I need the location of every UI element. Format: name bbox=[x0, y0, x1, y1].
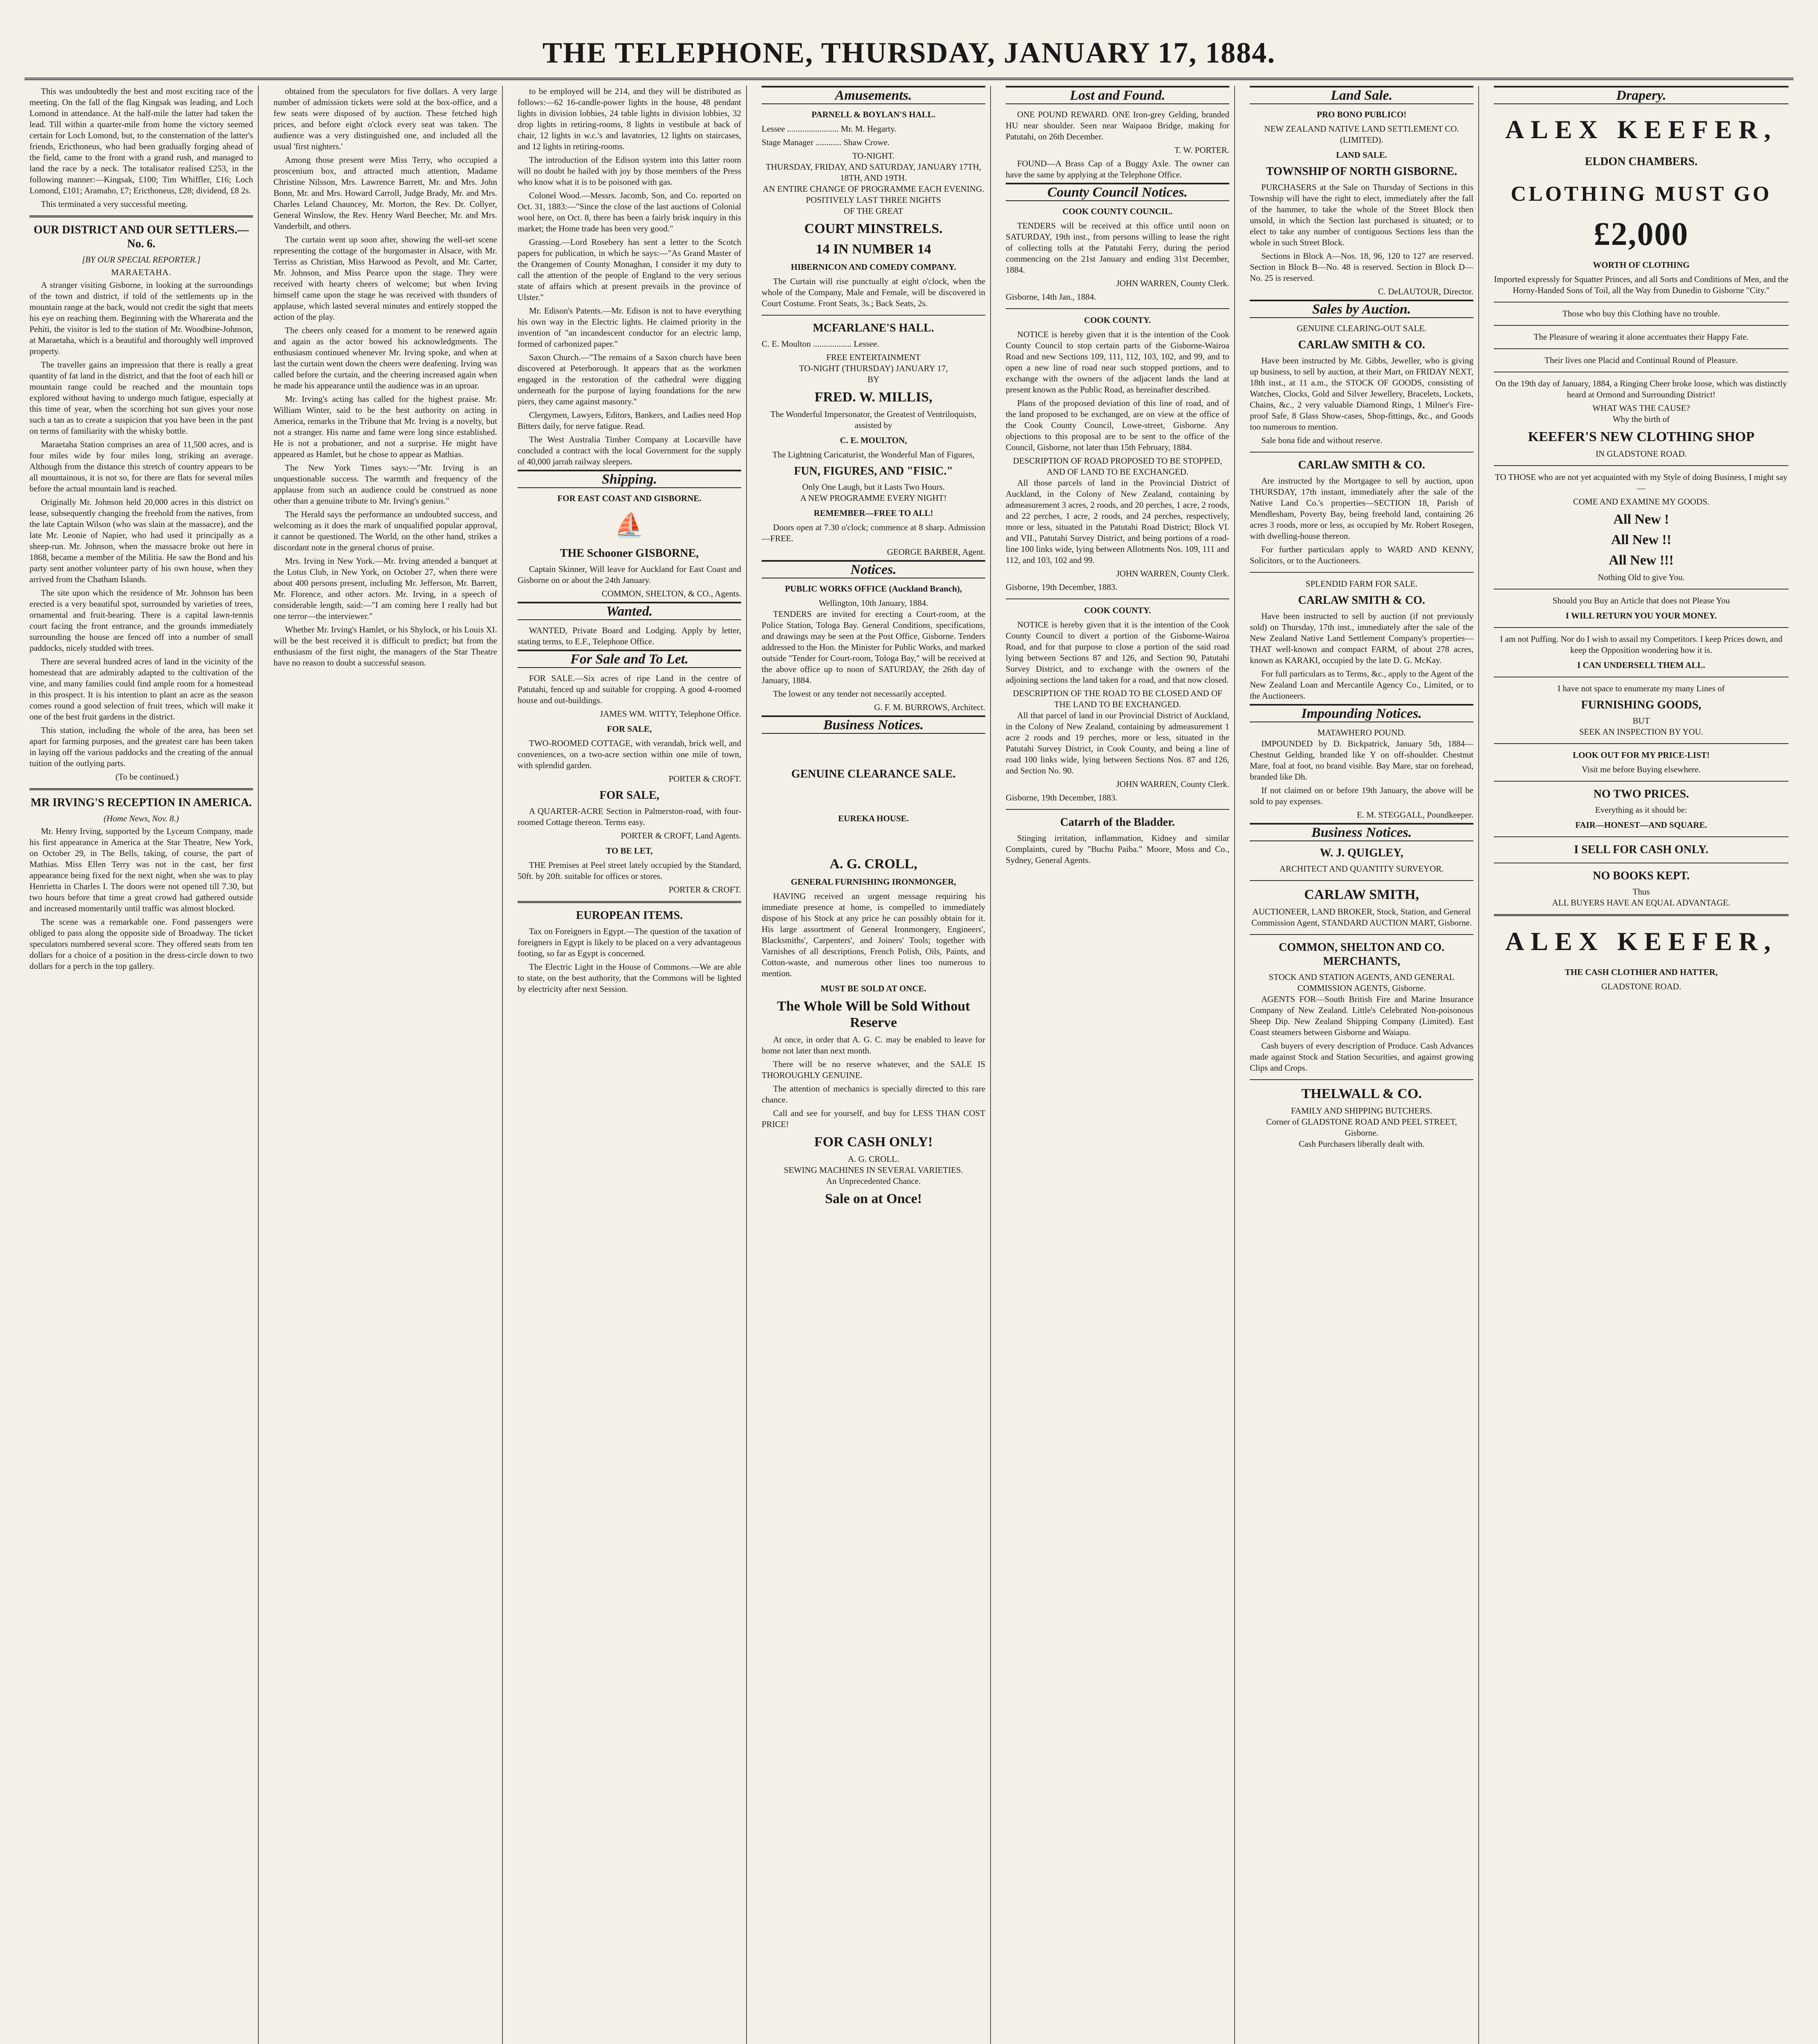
column-5 bbox=[1001, 86, 1235, 2044]
article-paragraph: The Herald says the performance an undoubted success, and welcoming as it does the mark of unqualified popular approval, it cannot be questioned. The World, on the other hand, strikes a discordant note in the general chorus of praise. bbox=[273, 509, 498, 552]
section-header-impounding: Impounding Notices. bbox=[1250, 704, 1473, 722]
return-money: I WILL RETURN YOU YOUR MONEY. bbox=[1565, 611, 1717, 621]
article-paragraph: This station, including the whole of the area, has been set apart for farming purposes, and the greatest care has been taken in laying off the various paddocks and the creating of the annual tuition of the outlying parts. bbox=[29, 725, 253, 768]
whole-text: At once, in order that A. G. C. may be enabled to leave for home not later than next month. bbox=[762, 1035, 986, 1056]
article-paragraph: obtained from the speculators for five dollars. A very large number of admission tickets were sold at the box-office, and a few seats were disposed of by auction. These fetched high prices, and before eight o'clock every seat was taken. The audience was a very distinguished one, and included all the usual 'first nighters.' bbox=[273, 86, 498, 151]
croll-trade: GENERAL FURNISHING IRONMONGER, bbox=[791, 877, 956, 887]
cook-council-head: COOK COUNTY COUNCIL. bbox=[1062, 206, 1173, 216]
catarrh-head: Catarrh of the Bladder. bbox=[1060, 816, 1175, 829]
keefer-name: ALEX KEEFER, bbox=[1505, 927, 1778, 956]
land-text: PURCHASERS at the Sale on Thursday of Sections in this Township will have the right to elect, immediately after the fall of the hammer, to take the whole of the Street Block then unsold, in which the Section last purchased is situated; or to elect to take any number of contiguous Sections less than the whole in such Street Block. bbox=[1250, 182, 1474, 247]
article-paragraph: The introduction of the Edison system into this latter room will no doubt be hailed with joy by those members of the Press who know what it is to be poisoned with gas. bbox=[518, 155, 742, 187]
article-headline: MR IRVING'S RECEPTION IN AMERICA. bbox=[30, 796, 252, 809]
article-paragraph: There are several hundred acres of land in the vicinity of the homestead that are admirably adapted to the cultivation of the vine, and many families could find ample room for a homestead in this prospect. It is his intention to plant an acre as the season comes round a good selection of fruit trees, which will make it one of the best fruit gardens in the district. bbox=[29, 657, 253, 722]
article-paragraph: to be employed will be 214, and they will be distributed as follows:—62 16-candle-power lights in the house, 48 pendant lights in division lobbies, 24 table lights in division lobbies, 32 drop lights in retiring-rooms, 8 lights in vestibule at back of chair, 12 lights in w.c.'s and lavatories, 12 lights on staircases, and 12 lights in retiring-rooms. bbox=[518, 86, 742, 151]
hall-lessee: Lessee ........................ Mr. M. Hegarty. bbox=[762, 124, 897, 134]
drapery-text: I have not space to enumerate my many Lines of bbox=[1558, 684, 1725, 693]
lost-sig: T. W. PORTER. bbox=[1174, 145, 1230, 155]
article-paragraph: The cheers only ceased for a moment to be renewed again and again as the actor bowed his acknowledgments. The enthusiasm continued whenever Mr. Irving spoke, and when at last the curtain went down the cheers were deafening. Irving was called before the curtain, and the cheering increased again when he made his appearance until the audience was in an uproar. bbox=[273, 325, 498, 390]
section-header-auction: Sales by Auction. bbox=[1250, 300, 1473, 318]
drapery-text: IN GLADSTONE ROAD. bbox=[1596, 449, 1687, 459]
hall-change: AN ENTIRE CHANGE OF PROGRAMME EACH EVENING. bbox=[762, 184, 984, 194]
tolet-agent: PORTER & CROFT. bbox=[668, 885, 742, 894]
auction-text: Are instructed by the Mortgagee to sell by auction, upon THURSDAY, 17th instant, immediately after the sale of the Native Land Co.'s properties—SECTION 18, Parish of Mendlesham, Poverty Bay, being freehold land, containing 26 acres 3 roods, more or less, as occupied by Mr. Robert Rosegen, with dwelling-house thereon. bbox=[1250, 476, 1474, 541]
columns bbox=[25, 86, 1793, 2044]
agents-text: Cash buyers of every description of Produce. Cash Advances made against Stock and Station Securities, and against growing Clips and Crops. bbox=[1250, 1041, 1474, 1073]
free-doors: Doors open at 7.30 o'clock; commence at 8 sharp. Admission—FREE. bbox=[762, 522, 986, 543]
article-byline: [BY OUR SPECIAL REPORTER.] bbox=[82, 255, 201, 264]
forsale-ad: A QUARTER-ACRE Section in Palmerston-road, with four-roomed Cottage thereon. Terms easy. bbox=[518, 806, 742, 827]
eldon-chambers: ELDON CHAMBERS. bbox=[1585, 155, 1698, 168]
hall-numbers: 14 IN NUMBER 14 bbox=[816, 242, 931, 257]
clothing-must-go: CLOTHING MUST GO bbox=[1511, 182, 1772, 206]
hatter: THE CASH CLOTHIER AND HATTER, bbox=[1565, 967, 1718, 977]
article-paragraph: Mr. Edison's Patents.—Mr. Edison is not to have everything his own way in the Electric lights. He claimed priority in the invention of "an incandescent conductor for an electric lamp, formed of carbonized paper." bbox=[518, 306, 742, 349]
description-text: All that parcel of land in our Provincial District of Auckland, in the Colony of New Zealand, containing by admeasurement 1 acre 2 roods and 19 perches, more or less, situated in the Patutahi Survey District, in Cook County, and being a line of road 100 links wide, lying between Sections Nos. 87 and 126, and Section No. 90. bbox=[1006, 710, 1230, 775]
divider bbox=[29, 215, 253, 217]
thelwall-name: THELWALL & CO. bbox=[1301, 1086, 1422, 1101]
land-text: Sections in Block A—Nos. 18, 96, 120 to 127 are reserved. Section in Block B—No. 48 is reserved. Section in Block D—No. 25 is reserved. bbox=[1250, 251, 1474, 283]
notice-sig: JOHN WARREN, County Clerk. bbox=[1116, 569, 1230, 578]
pw-sig: G. F. M. BURROWS, Architect. bbox=[874, 702, 986, 712]
pw-head: PUBLIC WORKS OFFICE (Auckland Branch), bbox=[785, 584, 962, 594]
article-paragraph: The traveller gains an impression that there is really a great quantity of fat land in the district, and that the foot of each hill or mountain range could be reached and the mountain tops explored without having to undergo much fatigue, especially at this time of year, when the scorching hot sun gives your nose such a tan as to create a suspicion that you have been in the past on terms of familiarity with the whisky bottle. bbox=[29, 360, 253, 436]
hall-name: PARNELL & BOYLAN'S HALL. bbox=[811, 110, 936, 119]
description-head: DESCRIPTION OF ROAD PROPOSED TO BE STOPPED, AND OF LAND TO BE EXCHANGED. bbox=[1013, 456, 1222, 477]
cottage-ad: TWO-ROOMED COTTAGE, with verandah, brick well, and conveniences, on a two-acre section within one mile of town, with splendid garden. bbox=[518, 738, 742, 770]
drapery-text: BUT bbox=[1632, 716, 1650, 726]
new-shop: KEEFER'S NEW CLOTHING SHOP bbox=[1528, 429, 1755, 444]
keefer-name: ALEX KEEFER, bbox=[1505, 115, 1778, 144]
drapery-text: Why the birth of bbox=[1612, 414, 1670, 424]
pw-text: TENDERS are invited for erecting a Court-room, at the Police Station, Tologa Bay. General Conditions, specifications, and drawings may be seen at the Post Office, Gisborne. Tenders addressed to the Hon. the Minister for Public Works, and marked outside "Tender for Court-room, Tologa Bay," will be received at the above office up to noon of SATURDAY, the 26th day of January, 1884. bbox=[762, 609, 986, 685]
auction-text: Have been instructed by Mr. Gibbs, Jeweller, who is giving up business, to sell by auction, at their Mart, on FRIDAY NEXT, 18th inst., at 11 a.m., the STOCK OF GOODS, consisting of Watches, Clocks, Gold and Silver Jewellery, Bracelets, Lockets, Chains, &c., 2 very valuable Diamond Rings, 1 Milner's Fire-proof Safe, 8 Glass Show-cases, Shop-fittings, &c., and Goods too numerous to mention. bbox=[1250, 356, 1474, 432]
free-desc: The Wonderful Impersonator, the Greatest of Ventriloquists, assisted by bbox=[770, 409, 977, 430]
drapery-text: I am not Puffing. Nor do I wish to assail my Competitors. I keep Prices down, and keep the Opposition wondering how it is. bbox=[1500, 634, 1782, 655]
article-paragraph: A stranger visiting Gisborne, in looking at the surroundings of the town and district, if told of the settlements up in the mountain range at the back, would not credit the sight that meets his eye on reaching them. Beginning with the Wharerata and the Pehiti, the visitor is led to the station of Mr. Woodbine-Johnson, at Maraetaha, which is a beautiful and thoroughly well improved property. bbox=[29, 280, 253, 356]
free-by: BY bbox=[867, 374, 880, 384]
hall-of: OF THE GREAT bbox=[843, 206, 903, 216]
croll-name: A. G. CROLL, bbox=[829, 856, 917, 872]
hall-last: POSITIVELY LAST THREE NIGHTS bbox=[806, 195, 941, 205]
divider bbox=[1250, 452, 1473, 453]
land-sale: LAND SALE. bbox=[1336, 150, 1387, 160]
masthead bbox=[25, 29, 1793, 80]
notice-date: Gisborne, 19th December, 1883. bbox=[1006, 582, 1118, 592]
farlane-lessee: C. E. Moulton .................. Lessee. bbox=[762, 339, 879, 349]
call-text: Call and see for yourself, and buy for LESS THAN COST PRICE! bbox=[762, 1108, 986, 1129]
race-report-paragraph: This terminated a very successful meeting. bbox=[41, 199, 188, 209]
article-paragraph: Grassing.—Lord Rosebery has sent a letter to the Scotch papers for publication, in which he says:—"As Grand Master of the Orangemen of County Monaghan, I consider it my duty to call the attention of the people of England to the very serious state of affairs which at present prevails in the province of Ulster." bbox=[518, 237, 742, 302]
description-head: DESCRIPTION OF THE ROAD TO BE CLOSED AND OF THE LAND TO BE EXCHANGED. bbox=[1013, 688, 1222, 709]
drapery-text: On the 19th day of January, 1884, a Ringing Cheer broke loose, which was distinctly heard at Ormond and Surrounding District! bbox=[1495, 379, 1787, 399]
divider bbox=[1006, 308, 1229, 309]
divider bbox=[1250, 572, 1473, 573]
article-paragraph: Mrs. Irving in New York.—Mr. Irving attended a banquet at the Lotus Club, in New York, on October 27, when there were about 400 persons present, including Mr. Jefferson, Mr. Barrett, Mr. Florence, and other actors. Mr. Irving, in a speech of considerable length, said:—"I am coming here I really had but one terror—the interviewer." bbox=[273, 556, 498, 621]
article-paragraph: Clergymen, Lawyers, Editors, Bankers, and Ladies need Hop Bitters daily, for nerve fatigue. Read. bbox=[518, 410, 742, 431]
farm-head: SPLENDID FARM FOR SALE. bbox=[1305, 579, 1418, 589]
pw-date: Wellington, 10th January, 1884. bbox=[818, 598, 928, 608]
hall-comedy: HIBERNICON AND COMEDY COMPANY. bbox=[791, 262, 956, 272]
section-header-amusements: Amusements. bbox=[762, 86, 985, 104]
notice-text: NOTICE is hereby given that it is the intention of the Cook County Council to stop certain parts of the Gisborne-Wairoa Road and new Sections 109, 111, 112, 103, 102, and 99, and to open a new line of road near such stopped portions, and to exchange with the owners of the adjacent lands the land at present known as the Public Road, as hereinafter described. bbox=[1006, 329, 1230, 394]
pound-text: If not claimed on or before 19th January, the above will be sold to pay expenses. bbox=[1250, 785, 1474, 806]
divider bbox=[29, 788, 253, 790]
article-place: MARAETAHA. bbox=[111, 267, 172, 277]
free-show: FUN, FIGURES, AND "FISIC." bbox=[794, 465, 953, 477]
column-4 bbox=[757, 86, 991, 2044]
article-paragraph: Among those present were Miss Terry, who occupied a proscenium box, and attracted much attention, Madame Christine Nilsson, Mrs. Lawrence Barrett, Mr. and Mrs. John Bonn, Mr. and Mrs. Howard Carroll, Judge Brady, Mr. and Mrs. Charles Leland Chauncey, Mr. Morton, the Rev. Dr. Collyer, General Winslow, the Rev. Henry Ward Beecher, Mr. and Mrs. Vanderbilt, and others. bbox=[273, 155, 498, 231]
drapery-text: Those who buy this Clothing have no trouble. bbox=[1562, 309, 1720, 318]
tenders-date: Gisborne, 14th Jan., 1884. bbox=[1006, 292, 1096, 302]
section-header-notices: Notices. bbox=[762, 560, 985, 578]
auction-text: Have been instructed to sell by auction (if not previously sold) on Thursday, 17th inst., immediately after the sale of the New Zealand Native Land Settlement Company's properties—THAT well-known and compact FARM, of about 278 acres, known as KARAKI, occupied by the late D. G. McKay. bbox=[1250, 611, 1474, 665]
article-continued: (To be continued.) bbox=[115, 772, 179, 782]
article-paragraph: Mr. Irving's acting has called for the highest praise. Mr. William Winter, said to be the best authority on acting in America, remarks in the Tribune that Mr. Irving is a novelty, but not a stranger. His name and fame were long since established. He is not a probationer, and not a surprise. He might have appeared as Hamlet, but he chose to appear as Mathias. bbox=[273, 394, 498, 459]
article-paragraph: The Electric Light in the House of Commons.—We are able to state, on the best authority, that the Commons will be lighted by electricity after next Session. bbox=[518, 962, 742, 994]
price-list: LOOK OUT FOR MY PRICE-LIST! bbox=[1573, 750, 1710, 760]
no-books: NO BOOKS KEPT. bbox=[1593, 870, 1690, 882]
auctioneer-name: CARLAW SMITH & CO. bbox=[1298, 338, 1425, 351]
cottage-head: FOR SALE, bbox=[607, 724, 652, 734]
article-paragraph: The curtain went up soon after, showing the well-set scene representing the cottage of the burgomaster in Alsace, with Mr. Terriss as Christian, Miss Harwood as Pevolt, and Mr. Carter, Mr. Johnson, and Miss Pearce upon the stage. They were received with hearty cheers of welcome; but when Irving himself came upon the stage he was received with thunders of applause, which lasted several minutes and entirely stopped the action of the play. bbox=[273, 235, 498, 322]
free-assist: C. E. MOULTON, bbox=[840, 435, 907, 445]
free-remember: REMEMBER—FREE TO ALL! bbox=[814, 508, 933, 518]
forsale-agent: PORTER & CROFT, Land Agents. bbox=[621, 831, 742, 840]
agents-text: AGENTS FOR—South British Fire and Marine Insurance Company of New Zealand. Little's Celebrated Non-poisonous Sheep Dip. New Zealand Shipping Company (Limited). East Coast steamers between Gisborne and Waiapu. bbox=[1250, 994, 1474, 1037]
article-paragraph: Mr. Henry Irving, supported by the Lyceum Company, made his first appearance in America at the Star Theatre, New York, on October 29, in The Bells, taking, of course, the part of Mathias. Miss Ellen Terry was not in the cast, her first appearance being fixed for the next night, when she was to play Henrietta in Charles I. The doors were not opened till 7.30, but two hours before that time a great crowd had gathered outside and increased momentarily until traffic was almost blocked. bbox=[29, 826, 253, 913]
column-2 bbox=[269, 86, 503, 2044]
shipping-route: FOR EAST COAST AND GISBORNE. bbox=[557, 493, 702, 503]
furnishing: FURNISHING GOODS, bbox=[1581, 699, 1701, 711]
free-agent: GEORGE BARBER, Agent. bbox=[887, 547, 986, 557]
article-headline: OUR DISTRICT AND OUR SETTLERS.—No. 6. bbox=[34, 224, 249, 250]
section-header-business: Business Notices. bbox=[762, 715, 985, 734]
column-7 bbox=[1489, 86, 1793, 2044]
all-new: All New ! bbox=[1613, 512, 1669, 527]
drapery-text: Visit me before Buying elsewhere. bbox=[1582, 764, 1701, 774]
hall-text: The Curtain will rise punctually at eight o'clock, when the whole of the Company, Male and Female, will be discovered in Court Costume. Front Seats, 3s.; Back Seats, 2s. bbox=[762, 276, 986, 308]
amount-line: WORTH OF CLOTHING bbox=[1593, 260, 1690, 270]
article-paragraph: Whether Mr. Irving's Hamlet, or his Shylock, or his Louis XI. will be the best received it is difficult to predict; but from the enthusiasm of the first night, the managers of the Star Theatre have no reason to doubt a successful season. bbox=[273, 625, 498, 668]
masthead-title: THE TELEPHONE, THURSDAY, JANUARY 17, 1884. bbox=[542, 36, 1276, 69]
hall-manager: Stage Manager ............ Shaw Crowe. bbox=[762, 137, 890, 147]
race-report-paragraph: This was undoubtedly the best and most exciting race of the meeting. On the fall of the flag Kingsak was leading, and Loch Lomond in attendance. At the half-mile the latter had taken the lead. Till within a quarter-mile from home the victory seemed certain for Loch Lomond, but, to the consternation of the latter's friends, Ericthoneus, who had been gradually forging ahead of the field, came to the front with a grand rush, and managed to land the race by a neck. The totalisator realised £253, in the following manner:—Kingsak, £100; Tim Whiffler, £16; Loch Lomond, £101; Aramaho, £7; Ericthoneus, £28; dividend, £8 2s. bbox=[29, 86, 253, 195]
all-new: All New !! bbox=[1611, 532, 1672, 547]
reserve-text: There will be no reserve whatever, and the SALE IS THOROUGHLY GENUINE. bbox=[762, 1059, 986, 1080]
drapery-text: SEEK AN INSPECTION BY YOU. bbox=[1579, 727, 1704, 737]
pound-name: MATAWHERO POUND. bbox=[1317, 728, 1406, 737]
drapery-text: Imported expressly for Squatter Princes, and all Sorts and Conditions of Men, and the Horny-Handed Sons of Toil, all the Way from Dunedin to Gisborne "City." bbox=[1494, 274, 1789, 295]
drapery-text: The Pleasure of wearing it alone accentuates their Happy Fate. bbox=[1533, 332, 1749, 342]
drapery-text: ALL BUYERS HAVE AN EQUAL ADVANTAGE. bbox=[1552, 898, 1731, 908]
two-prices: NO TWO PRICES. bbox=[1593, 788, 1689, 800]
section-header-business: Business Notices. bbox=[1250, 823, 1473, 841]
chance: An Unprecedented Chance. bbox=[826, 1176, 921, 1186]
carlaw-smith-name: CARLAW SMITH, bbox=[1304, 887, 1419, 902]
auction-note: Sale bona fide and without reserve. bbox=[1261, 435, 1383, 445]
divider bbox=[1250, 1079, 1473, 1080]
whole-head: The Whole Will be Sold Without Reserve bbox=[777, 999, 970, 1030]
sale-agent: JAMES WM. WITTY, Telephone Office. bbox=[600, 709, 742, 719]
carlaw-smith-trade: AUCTIONEER, LAND BROKER, Stock, Station, and General Commission Agent, STANDARD AUCTION MART, Gisborne. bbox=[1251, 907, 1472, 928]
free-when: TO-NIGHT (THURSDAY) JANUARY 17, bbox=[799, 363, 948, 373]
column-6 bbox=[1245, 86, 1479, 2044]
article-paragraph: Maraetaha Station comprises an area of 11,500 acres, and is four miles wide by four miles long, striking an average. Although from the distance this stretch of country appears to be all mountainous, it is not so, for there are flats for several miles before the actual mountain land is reached. bbox=[29, 439, 253, 493]
cash-only: I SELL FOR CASH ONLY. bbox=[1574, 843, 1708, 856]
thelwall-address: Corner of GLADSTONE ROAD AND PEEL STREET, Gisborne. bbox=[1266, 1117, 1457, 1138]
catarrh-text: Stinging irritation, inflammation, Kidney and similar Complaints, cured by "Buchu Paiba." Moore, Moss and Co., Sydney, General Agents. bbox=[1006, 833, 1230, 865]
sale-ad: FOR SALE.—Six acres of ripe Land in the centre of Patutahi, fenced up and suitable for cropping. A good 4-roomed house and out-buildings. bbox=[518, 673, 742, 705]
sale-on: Sale on at Once! bbox=[825, 1191, 922, 1206]
article-paragraph: The West Australia Timber Company at Locarville have concluded a contract with the local Government for the supply of 40,000 jarrah railway sleepers. bbox=[518, 435, 742, 466]
article-headline: EUROPEAN ITEMS. bbox=[576, 909, 683, 922]
auctioneer-name: CARLAW SMITH & CO. bbox=[1298, 594, 1425, 607]
divider bbox=[1006, 809, 1229, 810]
section-header-lost-found: Lost and Found. bbox=[1006, 86, 1229, 104]
land-township: TOWNSHIP OF NORTH GISBORNE. bbox=[1266, 165, 1457, 178]
ship-name: THE Schooner GISBORNE, bbox=[560, 547, 699, 560]
croll-text: HAVING received an urgent message requiring his immediate presence at home, is compelled to immediately dispose of his Stock at any price he can possibly obtain for it. His large assortment of General Ironmongery, Engineers', Blacksmiths', Carpenters', and Joiners' Tools; together with Varnishes of all descriptions, French Polish, Oils, Paints, and Cotton-waste, and numerous other lines too numerous to mention. bbox=[762, 891, 986, 978]
pw-lowest: The lowest or any tender not necessarily accepted. bbox=[773, 689, 946, 699]
article-paragraph: The New York Times says:—"Mr. Irving is an unquestionable success. The warmth and frequency of the applause from such an audience could be construed as none other than a genuine tribute to Mr. Irving's genius." bbox=[273, 463, 498, 506]
free-new: A NEW PROGRAMME EVERY NIGHT! bbox=[800, 493, 947, 503]
thelwall-trade: FAMILY AND SHIPPING BUTCHERS. bbox=[1291, 1106, 1432, 1116]
section-header-shipping: Shipping. bbox=[518, 470, 741, 488]
notice-text: NOTICE is hereby given that it is the intention of the Cook County Council to divert a portion of the Gisborne-Wairoa Road, and for that purpose to close a portion of the said road lying between Sections 87 and 126, and Section 90, Patutahi Survey District, and to exchange with the owners of the adjoining sections the land taken for a road, and that now closed. bbox=[1006, 620, 1230, 685]
free-name: FRED. W. MILLIS, bbox=[814, 390, 933, 405]
drapery-text: Nothing Old to give You. bbox=[1598, 572, 1685, 582]
divider bbox=[1250, 880, 1473, 881]
article-source: (Home News, Nov. 8.) bbox=[103, 814, 179, 823]
article-paragraph: Saxon Church.—"The remains of a Saxon church have been discovered at Peterborough. It appears that as the workmen engaged in the restoration of the cathedral were digging underneath for the purpose of laying foundations for the new piers, they came against masonry." bbox=[518, 352, 742, 406]
auction-note: For full particulars as to Terms, &c., apply to the Agent of the New Zealand Loan and Mercantile Agency Co., Limited, or to the Auctioneers. bbox=[1250, 669, 1474, 701]
column-1 bbox=[25, 86, 259, 2044]
common-shelton-name: COMMON, SHELTON AND CO. MERCHANTS, bbox=[1278, 941, 1445, 968]
tolet-head: TO BE LET, bbox=[606, 846, 653, 856]
free-entertainment: FREE ENTERTAINMENT bbox=[826, 352, 921, 362]
divider bbox=[518, 901, 741, 903]
drapery-text: Everything as it should be: bbox=[1595, 805, 1688, 815]
drapery-text: Thus bbox=[1632, 887, 1650, 896]
common-shelton-trade: STOCK AND STATION AGENTS, AND GENERAL COMMISSION AGENTS, Gisborne. bbox=[1269, 972, 1455, 993]
section-header-land-sale: Land Sale. bbox=[1250, 86, 1473, 104]
free-desc2: The Lightning Caricaturist, the Wonderful Man of Figures, bbox=[772, 450, 975, 459]
fair-honest: FAIR—HONEST—AND SQUARE. bbox=[1575, 820, 1707, 830]
croll-sig: A. G. CROLL. bbox=[847, 1154, 899, 1164]
auctioneer-name: CARLAW SMITH & CO. bbox=[1298, 459, 1425, 471]
machines: SEWING MACHINES IN SEVERAL VARIETIES. bbox=[784, 1165, 963, 1175]
forsale-head: FOR SALE, bbox=[599, 789, 659, 802]
wanted-ad: WANTED, Private Board and Lodging. Apply by letter, stating terms, to E.F., Telephone Office. bbox=[518, 625, 742, 646]
lost-ad: ONE POUND REWARD. ONE Iron-grey Gelding, branded HU near shoulder. Seen near Waipaoa Bridge, making for Patutahi, on 26th December. bbox=[1006, 110, 1230, 141]
eureka-house: EUREKA HOUSE. bbox=[838, 814, 909, 823]
found-ad: FOUND—A Brass Cap of a Buggy Axle. The owner can have the same by applying at the Telephone Office. bbox=[1006, 159, 1230, 179]
notice-date: Gisborne, 19th December, 1883. bbox=[1006, 793, 1118, 802]
hall-dates: THURSDAY, FRIDAY, AND SATURDAY, JANUARY 17TH, 18TH, AND 19TH. bbox=[765, 162, 982, 183]
schooner-icon: ⛵ bbox=[614, 512, 644, 538]
clearing-out: GENUINE CLEARING-OUT SALE. bbox=[1296, 323, 1427, 333]
land-sig: C. DeLAUTOUR, Director. bbox=[1378, 287, 1474, 296]
drapery-text: COME AND EXAMINE MY GOODS. bbox=[1573, 497, 1710, 507]
tenders-text: TENDERS will be received at this office until noon on SATURDAY, 19th inst., from persons willing to lease the right of collecting tolls at the Patutahi Ferry, during the period commencing on the 21st January and ending 31st December, 1884. bbox=[1006, 221, 1230, 275]
tolet-ad: THE Premises at Peel street lately occupied by the Standard, 50ft. by 20ft. suitable for offices or stores. bbox=[518, 860, 742, 881]
land-sub: PRO BONO PUBLICO! bbox=[1316, 110, 1407, 119]
article-paragraph: Colonel Wood.—Messrs. Jacomb, Son, and Co. reported on Oct. 31, 1883:—"Since the close of the last auctions of Colonial wool here, on Oct. 8, there has been a fairly brisk inquiry in this market; the Home trade has been very good." bbox=[518, 191, 742, 233]
ship-text: Captain Skinner, Will leave for Auckland for East Coast and Gisborne on or about the 24th January. bbox=[518, 564, 742, 585]
section-header-wanted: Wanted. bbox=[518, 602, 741, 620]
amount: £2,000 bbox=[1594, 216, 1689, 252]
all-new: All New !!! bbox=[1609, 553, 1674, 568]
section-header-drapery: Drapery. bbox=[1494, 86, 1789, 104]
cook-county-head: COOK COUNTY. bbox=[1084, 605, 1151, 615]
tenders-sig: JOHN WARREN, County Clerk. bbox=[1116, 278, 1230, 288]
cottage-agent: PORTER & CROFT. bbox=[668, 774, 742, 784]
undersell: I CAN UNDERSELL THEM ALL. bbox=[1577, 660, 1705, 670]
quigley-name: W. J. QUIGLEY, bbox=[1320, 847, 1403, 859]
thelwall-note: Cash Purchasers liberally dealt with. bbox=[1298, 1139, 1425, 1149]
article-paragraph: Tax on Foreigners in Egypt.—The question of the taxation of foreigners in Egypt is likely to be placed on a very advantageous footing, so far as Egypt is concerned. bbox=[518, 926, 742, 958]
farlane-hall: MCFARLANE'S HALL. bbox=[813, 322, 934, 334]
article-paragraph: The scene was a remarkable one. Fond passengers were obliged to pass along the opposite side of Broadway. The ticket speculators numbered several score. They offered seats from ten dollars for a choice of a position in the dress-circle down to two dollars for a perch in the top gallery. bbox=[29, 917, 253, 971]
notice-text: Plans of the proposed deviation of this line of road, and of the land proposed to be exchanged, are on view at the office of the Cook County Council, Lowe-street, Gisborne. Any objections to this proposal are to be sent to the office of the Council, Gisborne, not later than 15th February, 1884. bbox=[1006, 398, 1230, 452]
article-paragraph: The site upon which the residence of Mr. Johnson has been erected is a very beautiful spot, surrounded by varieties of trees, ornamental and fruit-bearing. There is a capital lawn-tennis court facing the front entrance, and the grounds immediately surrounding the house are fenced off into a number of small paddocks, nicely studded with trees. bbox=[29, 588, 253, 653]
section-header-council: County Council Notices. bbox=[1006, 183, 1229, 201]
land-company: NEW ZEALAND NATIVE LAND SETTLEMENT CO. (LIMITED). bbox=[1264, 124, 1459, 145]
divider bbox=[762, 315, 985, 316]
pound-text: IMPOUNDED by D. Bickpatrick, January 5th, 1884—Chestnut Gelding, branded like Y on off-shoulder. Chestnut Mare, foal at foot, no brand visible. Bay Mare, star on forehead, branded like Dh. bbox=[1250, 739, 1474, 782]
pound-sig: E. M. STEGGALL, Poundkeeper. bbox=[1356, 810, 1474, 820]
attention-text: The attention of mechanics is specially directed to this rare chance. bbox=[762, 1084, 986, 1105]
cook-county-head: COOK COUNTY. bbox=[1084, 315, 1151, 325]
divider bbox=[1006, 598, 1229, 599]
clearance-head: GENUINE CLEARANCE SALE. bbox=[791, 768, 956, 780]
drapery-text: Should you Buy an Article that does not Please You bbox=[1552, 596, 1730, 605]
article-paragraph: Originally Mr. Johnson held 20,000 acres in this district on lease, subsequently changing the freehold from the natives, from the late Captain Wilson (who was slain at the massacre), and the late Mr. Leonie of Napier, who had used it principally as a sheep-run. Mr. Johnson, when the massacre broke out here in 1868, became a member of the Militia. He saw the Bond and his party sent another volunteer party of his own house, when they arrived from the Chatham Islands. bbox=[29, 497, 253, 584]
ship-agent: COMMON, SHELTON, & CO., Agents. bbox=[601, 589, 742, 598]
quigley-trade: ARCHITECT AND QUANTITY SURVEYOR. bbox=[1279, 864, 1444, 874]
section-header-sale: For Sale and To Let. bbox=[518, 650, 741, 668]
croll-sold: MUST BE SOLD AT ONCE. bbox=[820, 984, 926, 993]
divider bbox=[1250, 934, 1473, 935]
auction-note: For further particulars apply to WARD AND KENNY, Solicitors, or to the Auctioneers. bbox=[1250, 545, 1474, 565]
notice-sig: JOHN WARREN, County Clerk. bbox=[1116, 779, 1230, 789]
description-text: All those parcels of land in the Provincial District of Auckland, in the Colony of New Zealand, containing by admeasurement 3 acres, 2 roods, and 20 perches, 1 acre, 2 roods, and 22 perches, 1 acre, 2 roods, and 24 perches, respectively, more or less, situated in the Patutahi Road District; Block VI. and VII., Patutahi Survey District, and being portions of a road-line 100 links wide, lying between Allotments Nos. 109, 111 and 112, and 103, 102 and 99. bbox=[1006, 478, 1230, 565]
hall-tonight: TO-NIGHT. bbox=[852, 151, 895, 161]
column-3 bbox=[513, 86, 747, 2044]
drapery-text: WHAT WAS THE CAUSE? bbox=[1592, 403, 1690, 413]
gladstone-road: GLADSTONE ROAD. bbox=[1601, 982, 1681, 991]
drapery-text: Their lives one Placid and Continual Round of Pleasure. bbox=[1545, 355, 1738, 365]
hall-title: COURT MINSTRELS. bbox=[804, 221, 943, 236]
free-laugh: Only One Laugh, but it Lasts Two Hours. bbox=[802, 482, 945, 492]
drapery-text: TO THOSE who are not yet acquainted with my Style of doing Business, I might say— bbox=[1495, 472, 1788, 493]
cash-only: FOR CASH ONLY! bbox=[814, 1134, 933, 1150]
